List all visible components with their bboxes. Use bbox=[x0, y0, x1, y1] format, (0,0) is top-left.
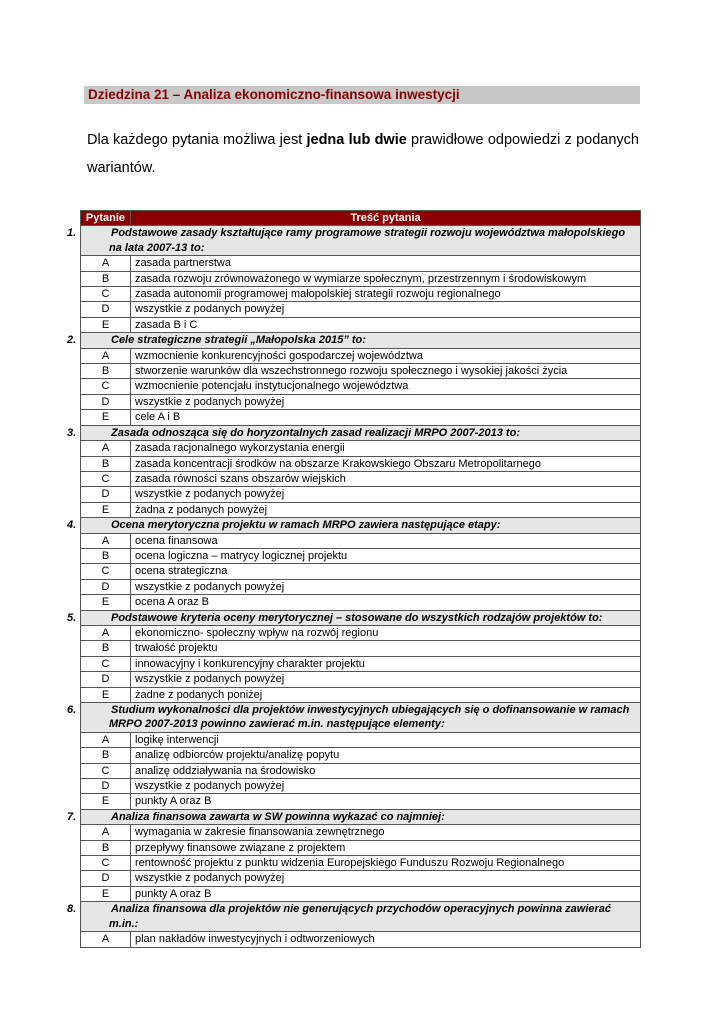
question-text-wrap bbox=[67, 426, 636, 440]
question-number: 4. bbox=[67, 519, 77, 532]
option-letter: A bbox=[81, 825, 131, 840]
option-letter: B bbox=[81, 364, 131, 379]
option-text: zasada B i C bbox=[131, 317, 641, 332]
option-letter: A bbox=[81, 348, 131, 363]
option-letter: C bbox=[81, 656, 131, 671]
option-row bbox=[81, 641, 641, 656]
option-letter: A bbox=[81, 625, 131, 640]
option-letter: A bbox=[81, 932, 131, 947]
option-letter: D bbox=[81, 579, 131, 594]
option-text: ocena A oraz B bbox=[131, 595, 641, 610]
option-row bbox=[81, 840, 641, 855]
option-letter: D bbox=[81, 672, 131, 687]
question-text-wrap bbox=[67, 902, 636, 931]
option-text: przepływy finansowe związane z projektem bbox=[131, 840, 641, 855]
option-row bbox=[81, 763, 641, 778]
option-letter: E bbox=[81, 595, 131, 610]
option-letter: C bbox=[81, 763, 131, 778]
question-number: 7. bbox=[67, 810, 77, 823]
question-cell bbox=[67, 425, 641, 440]
question-row bbox=[81, 809, 641, 824]
question-row bbox=[81, 333, 641, 348]
option-text: punkty A oraz B bbox=[131, 886, 641, 901]
option-row bbox=[81, 886, 641, 901]
instructions-text-2: prawidłowe odpowiedzi z podanych wariantów. bbox=[87, 132, 639, 176]
question-text: Zasada odnosząca się do horyzontalnych zasad realizacji MRPO 2007-2013 to: bbox=[111, 426, 520, 439]
question-text: Analiza finansowa zawarta w SW powinna wykazać co najmniej: bbox=[111, 810, 445, 823]
question-row bbox=[81, 610, 641, 625]
question-text-wrap bbox=[67, 518, 636, 532]
option-row bbox=[81, 732, 641, 747]
option-row bbox=[81, 656, 641, 671]
option-text: zasada racjonalnego wykorzystania energii bbox=[131, 441, 641, 456]
option-row bbox=[81, 825, 641, 840]
option-text: analizę oddziaływania na środowisko bbox=[131, 763, 641, 778]
question-text-wrap bbox=[67, 703, 636, 732]
header-question: Pytanie bbox=[81, 211, 131, 226]
option-text: ocena finansowa bbox=[131, 533, 641, 548]
option-letter: B bbox=[81, 748, 131, 763]
option-row bbox=[81, 748, 641, 763]
option-row bbox=[81, 471, 641, 486]
question-text: Cele strategiczne strategii „Małopolska 2015” to: bbox=[111, 334, 366, 347]
question-cell bbox=[67, 703, 641, 733]
question-cell bbox=[67, 333, 641, 348]
option-row bbox=[81, 348, 641, 363]
option-text: żadne z podanych poniżej bbox=[131, 687, 641, 702]
questions-body bbox=[67, 226, 641, 947]
option-row bbox=[81, 317, 641, 332]
option-row bbox=[81, 687, 641, 702]
question-row bbox=[81, 425, 641, 440]
option-text: wymagania w zakresie finansowania zewnętrznego bbox=[131, 825, 641, 840]
option-text: wszystkie z podanych powyżej bbox=[131, 871, 641, 886]
option-row bbox=[81, 364, 641, 379]
option-letter: D bbox=[81, 779, 131, 794]
option-text: wszystkie z podanych powyżej bbox=[131, 302, 641, 317]
option-row bbox=[81, 672, 641, 687]
option-text: zasada partnerstwa bbox=[131, 256, 641, 271]
table-header-row bbox=[81, 211, 641, 226]
question-number: 3. bbox=[67, 426, 77, 439]
option-text: wzmocnienie konkurencyjności gospodarczej województwa bbox=[131, 348, 641, 363]
option-row bbox=[81, 287, 641, 302]
option-letter: C bbox=[81, 287, 131, 302]
option-letter: E bbox=[81, 886, 131, 901]
question-cell bbox=[67, 226, 641, 256]
option-text: wszystkie z podanych powyżej bbox=[131, 579, 641, 594]
question-cell bbox=[67, 610, 641, 625]
question-row bbox=[81, 703, 641, 733]
option-text: logikę interwencji bbox=[131, 732, 641, 747]
option-text: analizę odbiorców projektu/analizę popytu bbox=[131, 748, 641, 763]
option-letter: A bbox=[81, 732, 131, 747]
header-content: Treść pytania bbox=[131, 211, 641, 226]
option-text: trwałość projektu bbox=[131, 641, 641, 656]
option-text: punkty A oraz B bbox=[131, 794, 641, 809]
option-letter: E bbox=[81, 410, 131, 425]
option-row bbox=[81, 533, 641, 548]
option-text: ekonomiczno- społeczny wpływ na rozwój regionu bbox=[131, 625, 641, 640]
question-cell bbox=[67, 902, 641, 932]
option-row bbox=[81, 271, 641, 286]
option-text: ocena strategiczna bbox=[131, 564, 641, 579]
option-text: ocena logiczna – matrycy logicznej projektu bbox=[131, 548, 641, 563]
option-letter: A bbox=[81, 533, 131, 548]
option-text: wszystkie z podanych powyżej bbox=[131, 487, 641, 502]
question-cell bbox=[67, 809, 641, 824]
option-letter: A bbox=[81, 256, 131, 271]
question-number: 5. bbox=[67, 611, 77, 624]
question-number: 1. bbox=[67, 227, 77, 240]
option-row bbox=[81, 579, 641, 594]
option-letter: D bbox=[81, 302, 131, 317]
question-text-wrap bbox=[67, 611, 636, 625]
option-row bbox=[81, 487, 641, 502]
option-text: zasada autonomii programowej małopolskiej strategii rozwoju regionalnego bbox=[131, 287, 641, 302]
option-letter: E bbox=[81, 317, 131, 332]
question-text-wrap bbox=[67, 810, 636, 824]
option-text: cele A i B bbox=[131, 410, 641, 425]
question-number: 6. bbox=[67, 704, 77, 716]
option-row bbox=[81, 548, 641, 563]
question-row bbox=[81, 226, 641, 256]
option-text: wzmocnienie potencjału instytucjonalnego województwa bbox=[131, 379, 641, 394]
option-letter: A bbox=[81, 441, 131, 456]
question-text: Studium wykonalności dla projektów inwestycyjnych ubiegających się o dofinansowanie w ramach MRPO 2007-2013 powinno zawierać m.in. następujące elementy: bbox=[109, 704, 630, 731]
option-row bbox=[81, 595, 641, 610]
question-number: 8. bbox=[67, 903, 77, 916]
option-letter: D bbox=[81, 487, 131, 502]
instructions-paragraph bbox=[87, 126, 639, 182]
option-letter: E bbox=[81, 794, 131, 809]
option-letter: B bbox=[81, 840, 131, 855]
question-text: Analiza finansowa dla projektów nie generujących przychodów operacyjnych powinna zawierać m.in.: bbox=[109, 903, 612, 930]
questions-table bbox=[67, 210, 641, 948]
option-letter: C bbox=[81, 564, 131, 579]
option-letter: C bbox=[81, 471, 131, 486]
option-text: rentowność projektu z punktu widzenia Europejskiego Funduszu Rozwoju Regionalnego bbox=[131, 856, 641, 871]
option-letter: B bbox=[81, 548, 131, 563]
option-text: wszystkie z podanych powyżej bbox=[131, 394, 641, 409]
question-text-wrap bbox=[67, 226, 636, 255]
question-row bbox=[81, 518, 641, 533]
section-heading: Dziedzina 21 – Analiza ekonomiczno-finansowa inwestycji bbox=[84, 86, 640, 104]
option-text: wszystkie z podanych powyżej bbox=[131, 779, 641, 794]
option-letter: B bbox=[81, 456, 131, 471]
option-row bbox=[81, 379, 641, 394]
instructions-text-1: Dla każdego pytania możliwa jest bbox=[87, 132, 307, 148]
option-text: zasada rozwoju zrównoważonego w wymiarze społecznym, przestrzennym i środowiskowym bbox=[131, 271, 641, 286]
option-text: innowacyjny i konkurencyjny charakter projektu bbox=[131, 656, 641, 671]
question-row bbox=[81, 902, 641, 932]
question-cell bbox=[67, 518, 641, 533]
question-text-wrap bbox=[67, 333, 636, 347]
question-text: Ocena merytoryczna projektu w ramach MRPO zawiera następujące etapy: bbox=[111, 519, 501, 532]
option-text: zasada równości szans obszarów wiejskich bbox=[131, 471, 641, 486]
option-letter: B bbox=[81, 641, 131, 656]
instructions-bold: jedna lub dwie bbox=[306, 132, 407, 148]
option-row bbox=[81, 456, 641, 471]
option-row bbox=[81, 256, 641, 271]
option-row bbox=[81, 410, 641, 425]
question-text: Podstawowe kryteria oceny merytorycznej – stosowane do wszystkich rodzajów projektów to: bbox=[111, 611, 603, 624]
option-row bbox=[81, 564, 641, 579]
option-letter: D bbox=[81, 394, 131, 409]
option-letter: C bbox=[81, 379, 131, 394]
option-text: żadna z podanych powyżej bbox=[131, 502, 641, 517]
option-row bbox=[81, 871, 641, 886]
option-letter: B bbox=[81, 271, 131, 286]
option-row bbox=[81, 394, 641, 409]
option-text: zasada koncentracji środków na obszarze Krakowskiego Obszaru Metropolitarnego bbox=[131, 456, 641, 471]
option-letter: D bbox=[81, 871, 131, 886]
question-number: 2. bbox=[67, 334, 77, 347]
option-row bbox=[81, 302, 641, 317]
option-row bbox=[81, 779, 641, 794]
question-text: Podstawowe zasady kształtujące ramy programowe strategii rozwoju województwa małopolskiego na lata 2007-13 to: bbox=[109, 227, 626, 254]
option-text: stworzenie warunków dla wszechstronnego rozwoju społecznego i wysokiej jakości życia bbox=[131, 364, 641, 379]
option-row bbox=[81, 856, 641, 871]
option-row bbox=[81, 625, 641, 640]
option-row bbox=[81, 441, 641, 456]
option-text: wszystkie z podanych powyżej bbox=[131, 672, 641, 687]
option-row bbox=[81, 794, 641, 809]
option-letter: E bbox=[81, 687, 131, 702]
option-row bbox=[81, 932, 641, 947]
option-letter: C bbox=[81, 856, 131, 871]
option-letter: E bbox=[81, 502, 131, 517]
option-text: plan nakładów inwestycyjnych i odtworzeniowych bbox=[131, 932, 641, 947]
option-row bbox=[81, 502, 641, 517]
